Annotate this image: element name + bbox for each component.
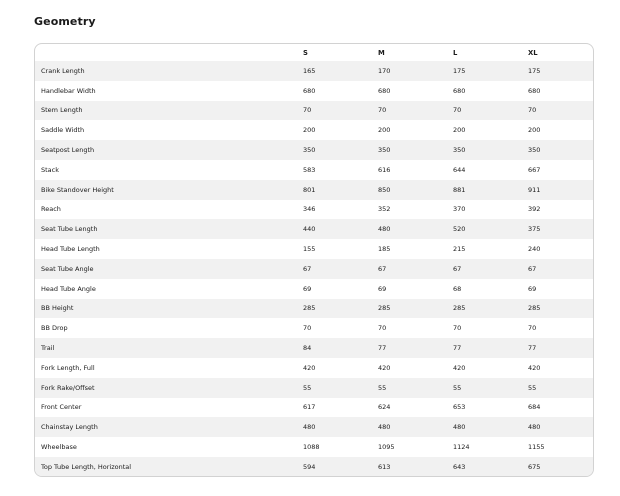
- row-label: Stack: [41, 165, 59, 174]
- header-label-column: [35, 44, 297, 61]
- cell-value: 675: [528, 462, 541, 471]
- cell-value: 67: [528, 264, 537, 273]
- cell-value: 480: [453, 423, 466, 432]
- cell-value: 667: [528, 165, 541, 174]
- row-label: Seat Tube Length: [41, 225, 98, 234]
- row-label: Chainstay Length: [41, 423, 98, 432]
- table-row: [35, 358, 594, 378]
- cell-value: 680: [303, 86, 316, 95]
- table-row: [35, 101, 594, 121]
- row-label: Reach: [41, 205, 61, 214]
- cell-value: 420: [453, 363, 466, 372]
- row-label: Crank Length: [41, 66, 85, 75]
- cell-value: 55: [528, 383, 537, 392]
- cell-value: 77: [378, 344, 387, 353]
- row-label: Saddle Width: [41, 126, 85, 135]
- cell-value: 375: [528, 225, 541, 234]
- cell-value: 680: [528, 86, 541, 95]
- cell-value: 420: [303, 363, 316, 372]
- cell-value: 285: [453, 304, 466, 313]
- row-label: Seatpost Length: [41, 146, 95, 155]
- cell-value: 69: [303, 284, 312, 293]
- table-body: [35, 61, 594, 477]
- geometry-table: [35, 44, 594, 477]
- cell-value: 200: [303, 126, 316, 135]
- cell-value: 1095: [378, 443, 395, 452]
- cell-value: 69: [378, 284, 387, 293]
- table-row: [35, 81, 594, 101]
- cell-value: 520: [453, 225, 466, 234]
- row-label: Fork Rake/Offset: [41, 383, 95, 392]
- cell-value: 583: [303, 165, 316, 174]
- cell-value: 68: [453, 284, 462, 293]
- cell-value: 680: [453, 86, 466, 95]
- cell-value: 617: [303, 403, 316, 412]
- table-row: [35, 61, 594, 81]
- row-label: Front Center: [41, 403, 82, 412]
- cell-value: 594: [303, 462, 316, 471]
- cell-value: 84: [303, 344, 312, 353]
- cell-value: 352: [378, 205, 391, 214]
- cell-value: 392: [528, 205, 541, 214]
- table-row: [35, 417, 594, 437]
- cell-value: 240: [528, 245, 541, 254]
- cell-value: 624: [378, 403, 391, 412]
- cell-value: 680: [378, 86, 391, 95]
- row-label: Bike Standover Height: [41, 185, 114, 194]
- cell-value: 480: [378, 423, 391, 432]
- cell-value: 1124: [453, 443, 470, 452]
- cell-value: 70: [453, 106, 462, 115]
- cell-value: 70: [303, 324, 312, 333]
- cell-value: 200: [378, 126, 391, 135]
- table-row: [35, 239, 594, 259]
- cell-value: 285: [303, 304, 316, 313]
- cell-value: 67: [303, 264, 312, 273]
- cell-value: 881: [453, 185, 466, 194]
- cell-value: 644: [453, 165, 466, 174]
- table-row: [35, 180, 594, 200]
- cell-value: 1088: [303, 443, 320, 452]
- table-row: [35, 259, 594, 279]
- cell-value: 67: [378, 264, 387, 273]
- cell-value: 285: [378, 304, 391, 313]
- cell-value: 77: [528, 344, 537, 353]
- row-label: Stem Length: [41, 106, 83, 115]
- table-row: [35, 398, 594, 418]
- cell-value: 77: [453, 344, 462, 353]
- cell-value: 200: [528, 126, 541, 135]
- cell-value: 653: [453, 403, 466, 412]
- cell-value: 801: [303, 185, 316, 194]
- cell-value: 155: [303, 245, 316, 254]
- cell-value: 70: [528, 324, 537, 333]
- cell-value: 165: [303, 66, 316, 75]
- row-label: BB Height: [41, 304, 74, 313]
- cell-value: 346: [303, 205, 316, 214]
- cell-value: 480: [528, 423, 541, 432]
- cell-value: 70: [378, 324, 387, 333]
- row-label: BB Drop: [41, 324, 68, 333]
- cell-value: 200: [453, 126, 466, 135]
- row-label: Seat Tube Angle: [41, 264, 94, 273]
- cell-value: 67: [453, 264, 462, 273]
- cell-value: 440: [303, 225, 316, 234]
- table-row: [35, 318, 594, 338]
- cell-value: 684: [528, 403, 541, 412]
- cell-value: 370: [453, 205, 466, 214]
- cell-value: 1155: [528, 443, 545, 452]
- header-size-m: M: [378, 48, 385, 57]
- row-label: Trail: [41, 344, 55, 353]
- table-row: [35, 200, 594, 220]
- table-row: [35, 457, 594, 477]
- table-row: [35, 219, 594, 239]
- table-row: [35, 120, 594, 140]
- cell-value: 616: [378, 165, 391, 174]
- cell-value: 420: [528, 363, 541, 372]
- cell-value: 70: [528, 106, 537, 115]
- row-label: Fork Length, Full: [41, 363, 95, 372]
- cell-value: 70: [378, 106, 387, 115]
- table-row: [35, 437, 594, 457]
- header-size-xl: XL: [528, 48, 538, 57]
- cell-value: 350: [378, 146, 391, 155]
- cell-value: 911: [528, 185, 541, 194]
- row-label: Head Tube Angle: [41, 284, 96, 293]
- table-row: [35, 279, 594, 299]
- table-row: [35, 338, 594, 358]
- cell-value: 420: [378, 363, 391, 372]
- row-label: Wheelbase: [41, 443, 77, 452]
- cell-value: 185: [378, 245, 391, 254]
- cell-value: 69: [528, 284, 537, 293]
- cell-value: 480: [378, 225, 391, 234]
- cell-value: 175: [528, 66, 541, 75]
- row-label: Top Tube Length, Horizontal: [41, 462, 132, 471]
- cell-value: 55: [378, 383, 387, 392]
- cell-value: 55: [453, 383, 462, 392]
- cell-value: 350: [453, 146, 466, 155]
- cell-value: 70: [303, 106, 312, 115]
- header-size-s: S: [303, 48, 308, 57]
- table-row: [35, 299, 594, 319]
- row-label: Handlebar Width: [41, 86, 96, 95]
- cell-value: 480: [303, 423, 316, 432]
- page-title: Geometry: [34, 15, 96, 28]
- cell-value: 350: [303, 146, 316, 155]
- cell-value: 285: [528, 304, 541, 313]
- header-size-l: L: [453, 48, 458, 57]
- cell-value: 613: [378, 462, 391, 471]
- cell-value: 175: [453, 66, 466, 75]
- table-row: [35, 140, 594, 160]
- table-row: [35, 160, 594, 180]
- cell-value: 70: [453, 324, 462, 333]
- cell-value: 350: [528, 146, 541, 155]
- row-label: Head Tube Length: [41, 245, 100, 254]
- table-row: [35, 378, 594, 398]
- cell-value: 850: [378, 185, 391, 194]
- cell-value: 215: [453, 245, 466, 254]
- cell-value: 170: [378, 66, 391, 75]
- cell-value: 643: [453, 462, 466, 471]
- geometry-table-card: [34, 43, 594, 477]
- table-header-row: [35, 44, 594, 61]
- cell-value: 55: [303, 383, 312, 392]
